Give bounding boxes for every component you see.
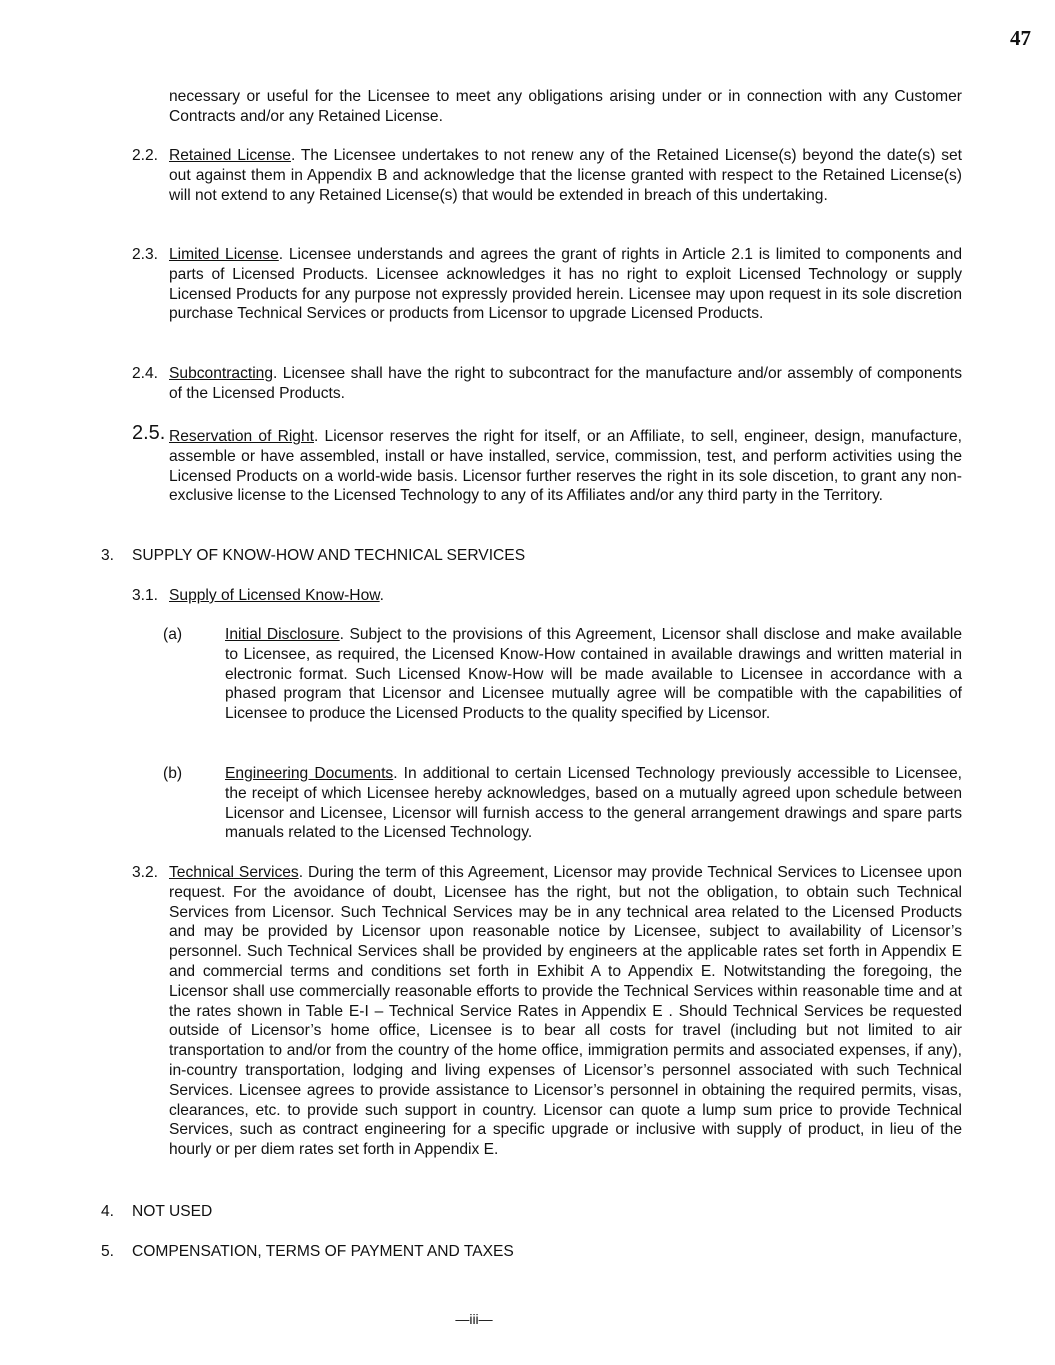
subclause-label: (a) [163,626,183,643]
clause-heading: Supply of Licensed Know-How [169,587,380,604]
section-title: COMPENSATION, TERMS OF PAYMENT AND TAXES [132,1243,514,1260]
clause-number: 2.4. [132,365,159,382]
clause-number: 2.5. [132,422,166,444]
clause-heading: Technical Services [169,864,299,881]
page-number: 47 [1010,26,1031,50]
subclause-text [225,625,962,724]
page-footer: —iii— [455,1311,493,1327]
clause-text [169,146,962,205]
clause-heading: Retained License [169,147,291,164]
subclause-body: . Subject to the provisions of this Agreement, Licensor shall disclose and make available to Licensee, as required, the Licensed Know-How contained in available drawings and written material in electronic format. Such Licensed Know-How will be made available to Licensee in accordance with a phased program that Licensor and Licensee mutually agree will be compatible with the capabilities of Licensee to produce the Licensed Products to the quality specified by Licensor. [225,626,963,723]
clause-text [169,863,962,1160]
clause-text [169,586,962,606]
clause-heading: Subcontracting [169,365,274,382]
subclause-label: (b) [163,765,183,782]
clause-text [169,364,962,404]
section-number: 3. [101,547,115,564]
subclause-body: . In additional to certain Licensed Technology previously accessible to Licensee, the receipt of which Licensee hereby acknowledges, based on a mutually agreed upon schedule between Licensor and Licensee, Licensor will furnish access to the general arrangement drawings and spare parts manuals related to the Licensed Technology. [225,765,963,842]
section-number: 5. [101,1243,115,1260]
clause-heading: Reservation of Right [169,428,314,445]
section-number: 4. [101,1203,115,1220]
subclause-heading: Engineering Documents [225,765,394,782]
clause-body: . Licensor reserves the right for itself, or an Affiliate, to sell, engineer, design, manufacture, assemble or have assembled, install or have installed, service, commission, test, and perform activities using the Licensed Products on a world-wide basis. Licensor further reserves the right in its sole discetion, to grant any non-exclusive license to the Licensed Technology to any of its Affiliates and/or any third party in the Territory. [169,428,963,505]
clause-body: . During the term of this Agreement, Licensor may provide Technical Services to Licensee upon request. For the avoidance of doubt, Licensee has the right, but not the obligation, to obtain such Technical Services from Licensor. Such Technical Services may be in any technical area related to the Licensed Products and may be provided by Licensor upon reasonable notice by Licensee, subject to availability of Licensor’s personnel. Such Technical Services shall be provided by engineers at the applicable rates set forth in Appendix E and commercial terms and conditions set forth in Exhibit A to Appendix E. Notwitstanding the foregoing, the Licensor shall use commercially reasonable efforts to provide the Technical Services within reasonable time and at the rates shown in Table E-I – Technical Service Rates in Appendix E . Should Technical Services be requested outside of Licensor’s home office, Licensee is to bear all costs for travel (including but not limited to air transportation to and/or from the country of the home office, immigration permits and associated expenses, if any), in-country transportation, lodging and living expenses of Licensor’s personnel associated with such Technical Services. Licensee agrees to provide assistance to Licensor’s personnel in obtaining the required permits, visas, clearances, etc. to provide such support in country. Licensor can quote a lump sum price to provide Technical Services, such as contract engineering for a specific upgrade or inclusive with supply of product, in lieu of the hourly or per diem rates set forth in Appendix E. [169,864,962,1159]
subclause-text [225,764,962,843]
paragraph-text: necessary or useful for the Licensee to meet any obligations arising under or in connection with any Customer Contracts and/or any Retained License. [169,88,962,125]
clause-tail: . [379,587,384,604]
section-title: NOT USED [132,1203,213,1220]
clause-body: . Licensee shall have the right to subcontract for the manufacture and/or assembly of components of the Licensed Products. [169,365,962,402]
clause-number: 2.3. [132,246,159,263]
clause-heading: Limited License [169,246,279,263]
clause-number: 2.2. [132,147,159,164]
clause-text [169,427,962,506]
clause-number: 3.1. [132,587,159,604]
clause-text [169,245,962,324]
clause-number: 3.2. [132,864,159,881]
section-title: SUPPLY OF KNOW-HOW AND TECHNICAL SERVICES [132,547,526,564]
clause-body: . The Licensee undertakes to not renew any of the Retained License(s) beyond the date(s) set out against them in Appendix B and acknowledge that the license granted with respect to the Retained License(s) will not extend to any Retained License(s) that would be extended in breach of this undertaking. [169,147,962,204]
subclause-heading: Initial Disclosure [225,626,340,643]
clause-body: . Licensee understands and agrees the grant of rights in Article 2.1 is limited to components and parts of Licensed Products. Licensee acknowledges it has no right to exploit Licensed Technology or supply Licensed Products for any purpose not expressly provided herein. Licensee may upon request in its sole discretion purchase Technical Services or products from Licensor to upgrade Licensed Products. [169,246,962,323]
